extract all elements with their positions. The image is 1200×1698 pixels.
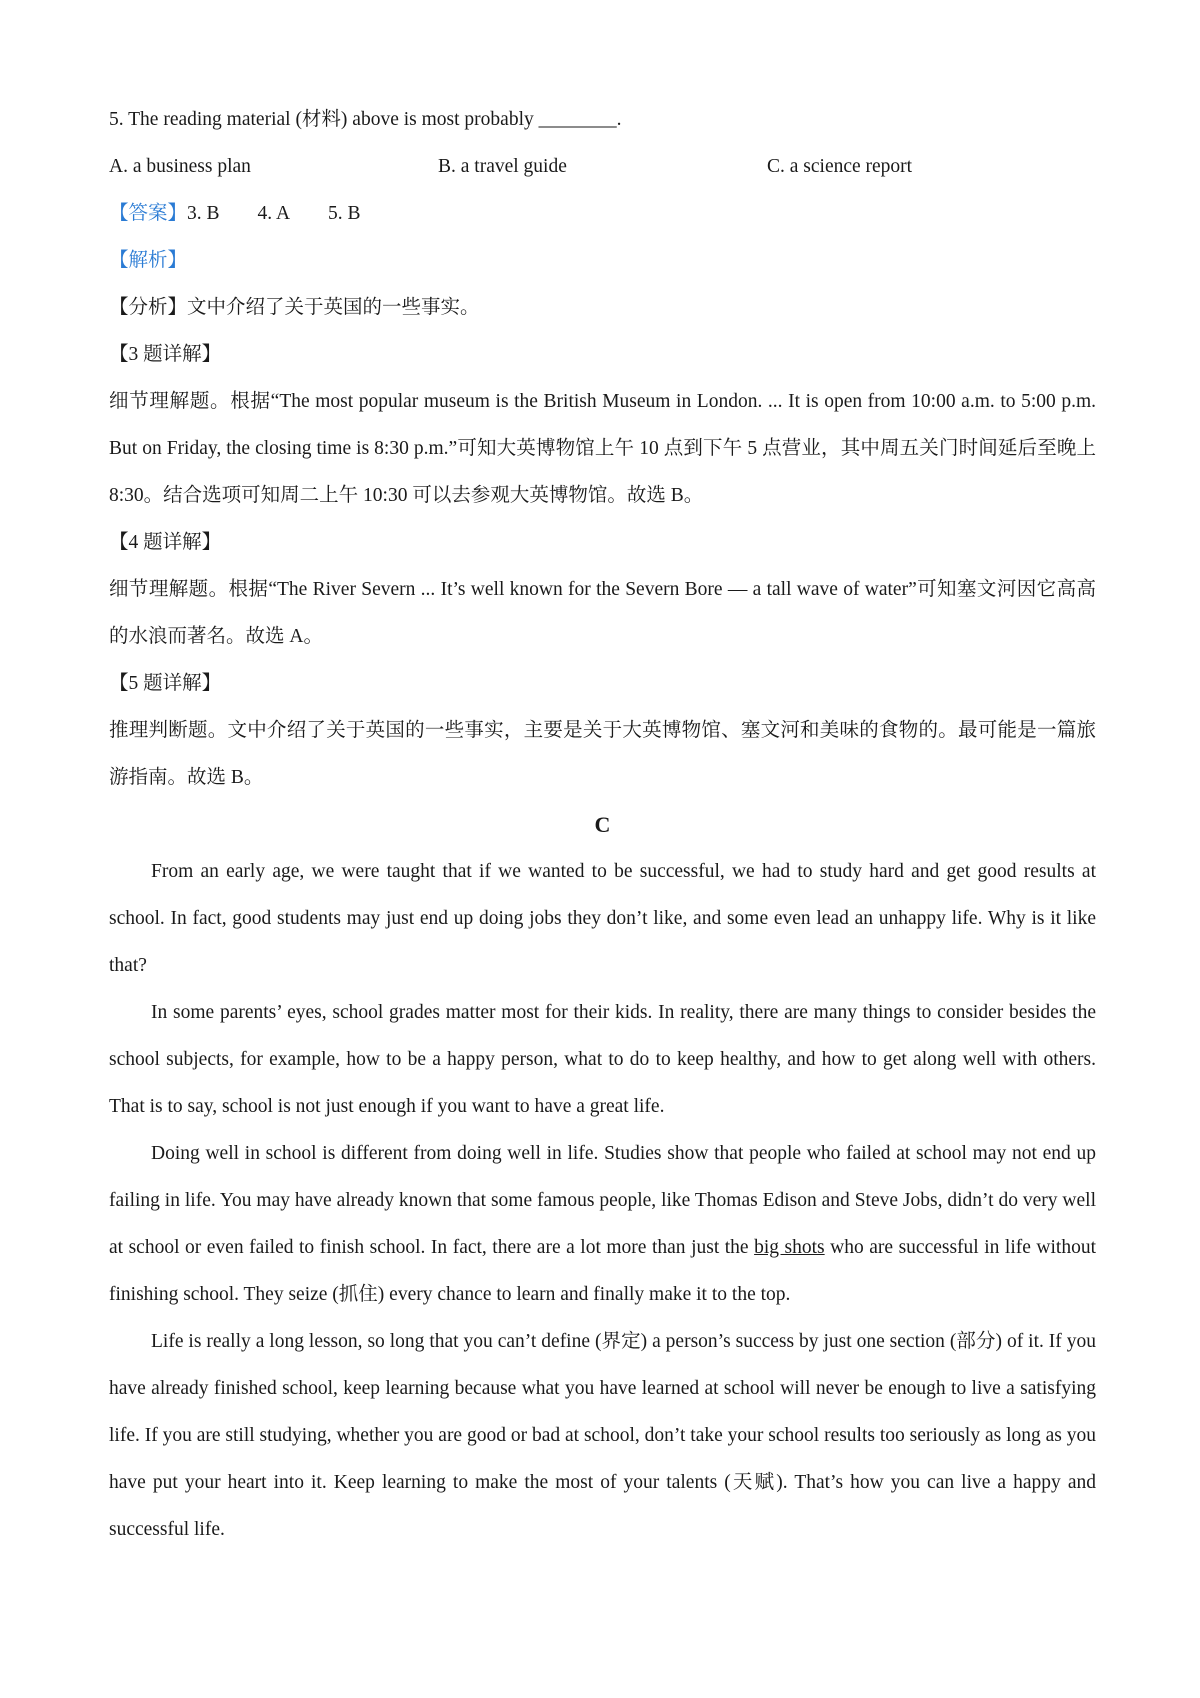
q4-heading: 【4 题详解】 xyxy=(109,532,222,553)
passage-paragraph-3 xyxy=(109,1130,1096,1318)
q5-explanation: 推理判断题。文中介绍了关于英国的一些事实，主要是关于大英博物馆、塞文河和美味的食物的。最可能是一篇旅游指南。故选 B。 xyxy=(109,720,1096,788)
q3-heading: 【3 题详解】 xyxy=(109,344,222,365)
option-c: C. a science report xyxy=(767,156,913,177)
passage-paragraph-4: Life is really a long lesson, so long that you can’t define (界定) a person’s success by just one section (部分) of it. If you have already finished school, keep learning because what you have learned at school will never be enough to live a satisfying life. If you are still studying, whether you are good or bad at school, don’t take your school results too seriously as long as you have put your heart into it. Keep learning to make the most of your talents (天赋). That’s how you can live a happy and successful life. xyxy=(109,1331,1096,1540)
q3-explanation: 细节理解题。根据“The most popular museum is the British Museum in London. ... It is open from 10:00 a.m. to 5:00 p.m. But on Friday, the closing time is 8:30 p.m.”可知大英博物馆上午 10 点到下午 5 点营业，其中周五关门时间延后至晚上 8:30。结合选项可知周二上午 10:30 可以去参观大英博物馆。故选 B。 xyxy=(109,391,1096,506)
option-a: A. a business plan xyxy=(109,156,251,177)
question-5-options xyxy=(109,143,1096,190)
paragraph-3-text-end: who are successful in life without finishing school. They seize (抓住) every chance to learn and finally make it to the top. xyxy=(109,1237,1097,1305)
q5-heading: 【5 题详解】 xyxy=(109,673,222,694)
page-content xyxy=(109,96,1096,1553)
underlined-phrase: big shots xyxy=(754,1237,825,1258)
answer-item: 4. A xyxy=(257,203,291,224)
answer-tag: 【答案】 xyxy=(109,203,188,224)
answer-item: 5. B xyxy=(328,203,361,224)
paragraph-3-text-start: Doing well in school is different from doing well in life. Studies show that people who failed at school may not end up failing in life. You may have already known that some famous people, like Thomas Edison and Steve Jobs, didn’t do very well at school or even failed to finish school. In fact, there are a lot more than just the xyxy=(109,1143,1096,1258)
answer-item: 3. B xyxy=(187,203,220,224)
passage-paragraph-2: In some parents’ eyes, school grades matter most for their kids. In reality, there are many things to consider besides the school subjects, for example, how to be a happy person, what to do to keep healthy, and how to get along well with others. That is to say, school is not just enough if you want to have a great life. xyxy=(109,1002,1096,1117)
option-b: B. a travel guide xyxy=(438,156,567,177)
question-5-stem: 5. The reading material (材料) above is most probably ________. xyxy=(109,109,622,130)
answer-line xyxy=(109,190,1096,237)
analysis-tag: 【解析】 xyxy=(109,250,188,271)
passage-paragraph-1: From an early age, we were taught that if we wanted to be successful, we had to study hard and get good results at school. In fact, good students may just end up doing jobs they don’t like, and some even lead an unhappy life. Why is it like that? xyxy=(109,861,1096,976)
passage-title: C xyxy=(594,812,611,837)
analysis-summary: 【分析】文中介绍了关于英国的一些事实。 xyxy=(109,297,480,318)
q4-explanation: 细节理解题。根据“The River Severn ... It’s well known for the Severn Bore — a tall wave of water”可知塞文河因它高高的水浪而著名。故选 A。 xyxy=(109,579,1096,647)
